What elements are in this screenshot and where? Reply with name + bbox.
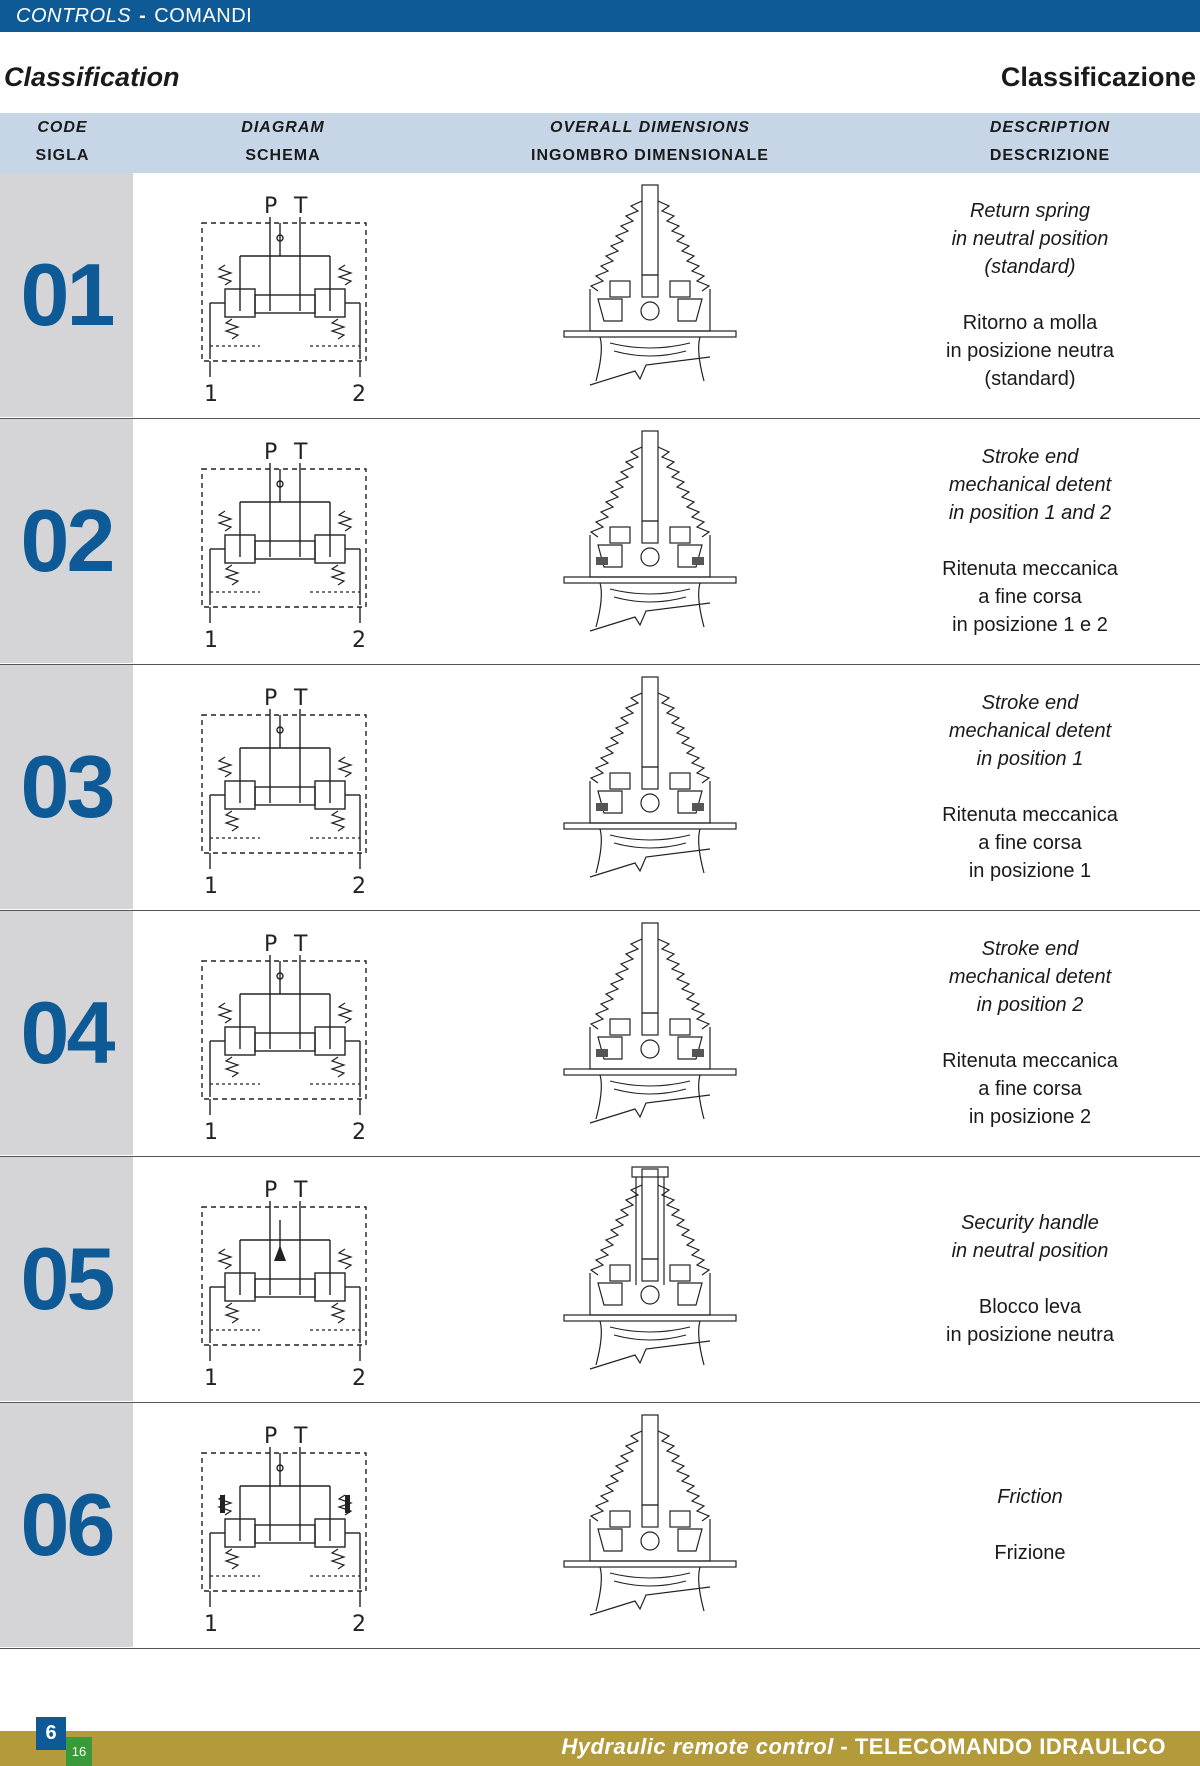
description-cell	[880, 419, 1180, 663]
dimensions-cell	[560, 427, 740, 657]
diagram-cell	[180, 919, 390, 1149]
lever-shaft	[642, 1415, 658, 1505]
port-1-label: 1	[204, 874, 218, 899]
schematic-frame	[202, 1453, 366, 1591]
base-plate	[564, 331, 736, 337]
header-description-en: DESCRIPTION	[989, 119, 1111, 136]
header-description	[930, 113, 1170, 173]
code-number: 01	[20, 245, 113, 344]
base-plate	[564, 823, 736, 829]
lever-shaft	[642, 923, 658, 1013]
diagram-cell	[180, 1411, 390, 1641]
port-1-label: 1	[204, 382, 218, 407]
description-en-line: Security handle	[961, 1212, 1099, 1234]
friction-left-icon	[220, 1495, 225, 1513]
section-separator: -	[139, 5, 147, 27]
description-cell	[880, 665, 1180, 909]
table-row	[0, 173, 1200, 419]
code-number: 05	[20, 1229, 113, 1328]
description-it-line: in posizione neutra	[946, 340, 1114, 362]
description-it-line: in posizione 1	[968, 860, 1092, 882]
description-en-line: (standard)	[984, 256, 1076, 278]
description-it-line: (standard)	[984, 368, 1076, 390]
description-en-line: Stroke end	[981, 938, 1079, 960]
hydraulic-schematic	[180, 1165, 390, 1395]
description-cell	[880, 911, 1180, 1155]
dimensions-drawing	[560, 181, 740, 411]
housing	[590, 781, 710, 823]
schematic-frame	[202, 715, 366, 853]
code-cell	[0, 1403, 133, 1647]
table-row	[0, 665, 1200, 911]
header-code	[0, 113, 125, 173]
hydraulic-schematic	[180, 1411, 390, 1641]
footer-title-it: TELECOMANDO IDRAULICO	[854, 1734, 1166, 1759]
section-name-en: CONTROLS	[16, 5, 132, 27]
base-plate	[564, 1069, 736, 1075]
hydraulic-schematic	[180, 919, 390, 1149]
housing	[590, 1519, 710, 1561]
code-number: 04	[20, 983, 113, 1082]
bellows-right	[658, 1185, 709, 1275]
spool	[255, 541, 315, 559]
bellows-right	[658, 1431, 709, 1521]
friction-right-icon	[345, 1495, 350, 1513]
table-header	[0, 113, 1200, 173]
port-t-label: T	[294, 932, 308, 957]
schematic-frame	[202, 1207, 366, 1345]
description-cell	[880, 173, 1180, 417]
table-row	[0, 911, 1200, 1157]
bellows-left	[591, 201, 642, 291]
code-cell	[0, 419, 133, 663]
header-code-en: CODE	[37, 119, 88, 136]
page-title-it: Classificazione	[1000, 62, 1196, 92]
dimensions-cell	[560, 1165, 740, 1395]
port-t-label: T	[294, 194, 308, 219]
port-1-label: 1	[204, 1366, 218, 1391]
description-en-line: mechanical detent	[948, 720, 1112, 742]
description-en-line: in neutral position	[951, 1240, 1109, 1262]
code-cell	[0, 173, 133, 417]
port-t-label: T	[294, 1178, 308, 1203]
code-cell	[0, 665, 133, 909]
description-cell	[880, 1157, 1180, 1401]
code-number: 06	[20, 1475, 113, 1574]
header-diagram-en: DIAGRAM	[241, 119, 325, 136]
description-it-line: Frizione	[994, 1542, 1066, 1564]
port-2-label: 2	[352, 1120, 366, 1145]
port-2-label: 2	[352, 1366, 366, 1391]
description-it-line: in posizione neutra	[946, 1324, 1114, 1346]
bellows-right	[658, 939, 709, 1029]
header-dimensions	[490, 113, 810, 173]
pivot-icon	[641, 1040, 659, 1058]
pivot-icon	[641, 794, 659, 812]
description-it-line: a fine corsa	[978, 586, 1082, 608]
description-cell	[880, 1403, 1180, 1647]
footer-bar	[0, 1731, 1200, 1766]
description-en-line: in position 2	[976, 994, 1084, 1016]
bellows-left	[591, 1185, 642, 1275]
hydraulic-schematic	[180, 181, 390, 411]
code-number: 03	[20, 737, 113, 836]
header-diagram	[183, 113, 383, 173]
housing	[590, 289, 710, 331]
dimensions-drawing	[560, 919, 740, 1149]
description-it-line: Ritenuta meccanica	[942, 558, 1118, 580]
spool	[255, 295, 315, 313]
lever-shaft	[642, 1169, 658, 1259]
description-en-line: Stroke end	[981, 446, 1079, 468]
dimensions-cell	[560, 919, 740, 1149]
port-t-label: T	[294, 686, 308, 711]
base-plate	[564, 1561, 736, 1567]
code-cell	[0, 911, 133, 1155]
section-name-it: COMANDI	[154, 5, 253, 27]
hydraulic-schematic	[180, 673, 390, 903]
spool	[255, 787, 315, 805]
description-it-line: Ritorno a molla	[962, 312, 1098, 334]
description-it-line: in posizione 1 e 2	[952, 614, 1108, 636]
description-it-line: in posizione 2	[968, 1106, 1092, 1128]
description-en-line: in neutral position	[951, 228, 1109, 250]
lever-shaft	[642, 431, 658, 521]
dimensions-cell	[560, 181, 740, 411]
description-en-line: mechanical detent	[948, 474, 1112, 496]
housing	[590, 1273, 710, 1315]
description-it-line: Blocco leva	[978, 1296, 1082, 1318]
port-p-label: P	[264, 932, 278, 957]
footer-separator: -	[840, 1734, 849, 1759]
dimensions-drawing	[560, 1165, 740, 1395]
page-title-en: Classification	[4, 62, 180, 92]
page-number: 6	[36, 1717, 66, 1750]
schematic-frame	[202, 961, 366, 1099]
port-t-label: T	[294, 1424, 308, 1449]
port-1-label: 1	[204, 1120, 218, 1145]
header-diagram-it: SCHEMA	[245, 147, 321, 164]
bellows-left	[591, 1431, 642, 1521]
spool	[255, 1525, 315, 1543]
description-it-line: Ritenuta meccanica	[942, 804, 1118, 826]
description-en-line: mechanical detent	[948, 966, 1112, 988]
description-it-line: a fine corsa	[978, 832, 1082, 854]
bellows-left	[591, 693, 642, 783]
port-1-label: 1	[204, 628, 218, 653]
dimensions-cell	[560, 673, 740, 903]
port-p-label: P	[264, 686, 278, 711]
pivot-icon	[641, 1286, 659, 1304]
bellows-left	[591, 939, 642, 1029]
pivot-icon	[641, 1532, 659, 1550]
port-p-label: P	[264, 440, 278, 465]
hydraulic-schematic	[180, 427, 390, 657]
port-p-label: P	[264, 1178, 278, 1203]
port-p-label: P	[264, 1424, 278, 1449]
spool	[255, 1279, 315, 1297]
description-en-line: Friction	[997, 1486, 1063, 1508]
diagram-cell	[180, 181, 390, 411]
description-en-line: in position 1 and 2	[948, 502, 1112, 524]
description-en-line: in position 1	[976, 748, 1084, 770]
bellows-right	[658, 201, 709, 291]
port-2-label: 2	[352, 1612, 366, 1637]
dimensions-cell	[560, 1411, 740, 1641]
housing	[590, 1027, 710, 1069]
port-2-label: 2	[352, 874, 366, 899]
bellows-right	[658, 693, 709, 783]
description-it-line: Ritenuta meccanica	[942, 1050, 1118, 1072]
spool	[255, 1033, 315, 1051]
lever-shaft	[642, 185, 658, 275]
base-plate	[564, 577, 736, 583]
pivot-icon	[641, 302, 659, 320]
description-en-line: Stroke end	[981, 692, 1079, 714]
diagram-cell	[180, 1165, 390, 1395]
footer-title-en: Hydraulic remote control	[561, 1734, 834, 1759]
diagram-cell	[180, 427, 390, 657]
dimensions-drawing	[560, 1411, 740, 1641]
header-description-it: DESCRIZIONE	[989, 147, 1111, 164]
lever-shaft	[642, 677, 658, 767]
pivot-icon	[641, 548, 659, 566]
port-t-label: T	[294, 440, 308, 465]
port-2-label: 2	[352, 382, 366, 407]
diagram-cell	[180, 673, 390, 903]
port-p-label: P	[264, 194, 278, 219]
table-row	[0, 1157, 1200, 1403]
bellows-right	[658, 447, 709, 537]
sub-page-number: 16	[66, 1737, 92, 1766]
dimensions-drawing	[560, 427, 740, 657]
description-en-line: Return spring	[969, 200, 1091, 222]
housing	[590, 535, 710, 577]
schematic-frame	[202, 223, 366, 361]
code-cell	[0, 1157, 133, 1401]
description-it-line: a fine corsa	[978, 1078, 1082, 1100]
schematic-frame	[202, 469, 366, 607]
table-row	[0, 419, 1200, 665]
dimensions-drawing	[560, 673, 740, 903]
header-dimensions-en: OVERALL DIMENSIONS	[550, 119, 750, 136]
base-plate	[564, 1315, 736, 1321]
table-row	[0, 1403, 1200, 1649]
port-1-label: 1	[204, 1612, 218, 1637]
header-code-it: SIGLA	[35, 147, 90, 164]
footer-title	[561, 1734, 1166, 1760]
port-2-label: 2	[352, 628, 366, 653]
code-number: 02	[20, 491, 113, 590]
top-bar	[0, 0, 1200, 32]
bellows-left	[591, 447, 642, 537]
header-dimensions-it: INGOMBRO DIMENSIONALE	[531, 147, 769, 164]
